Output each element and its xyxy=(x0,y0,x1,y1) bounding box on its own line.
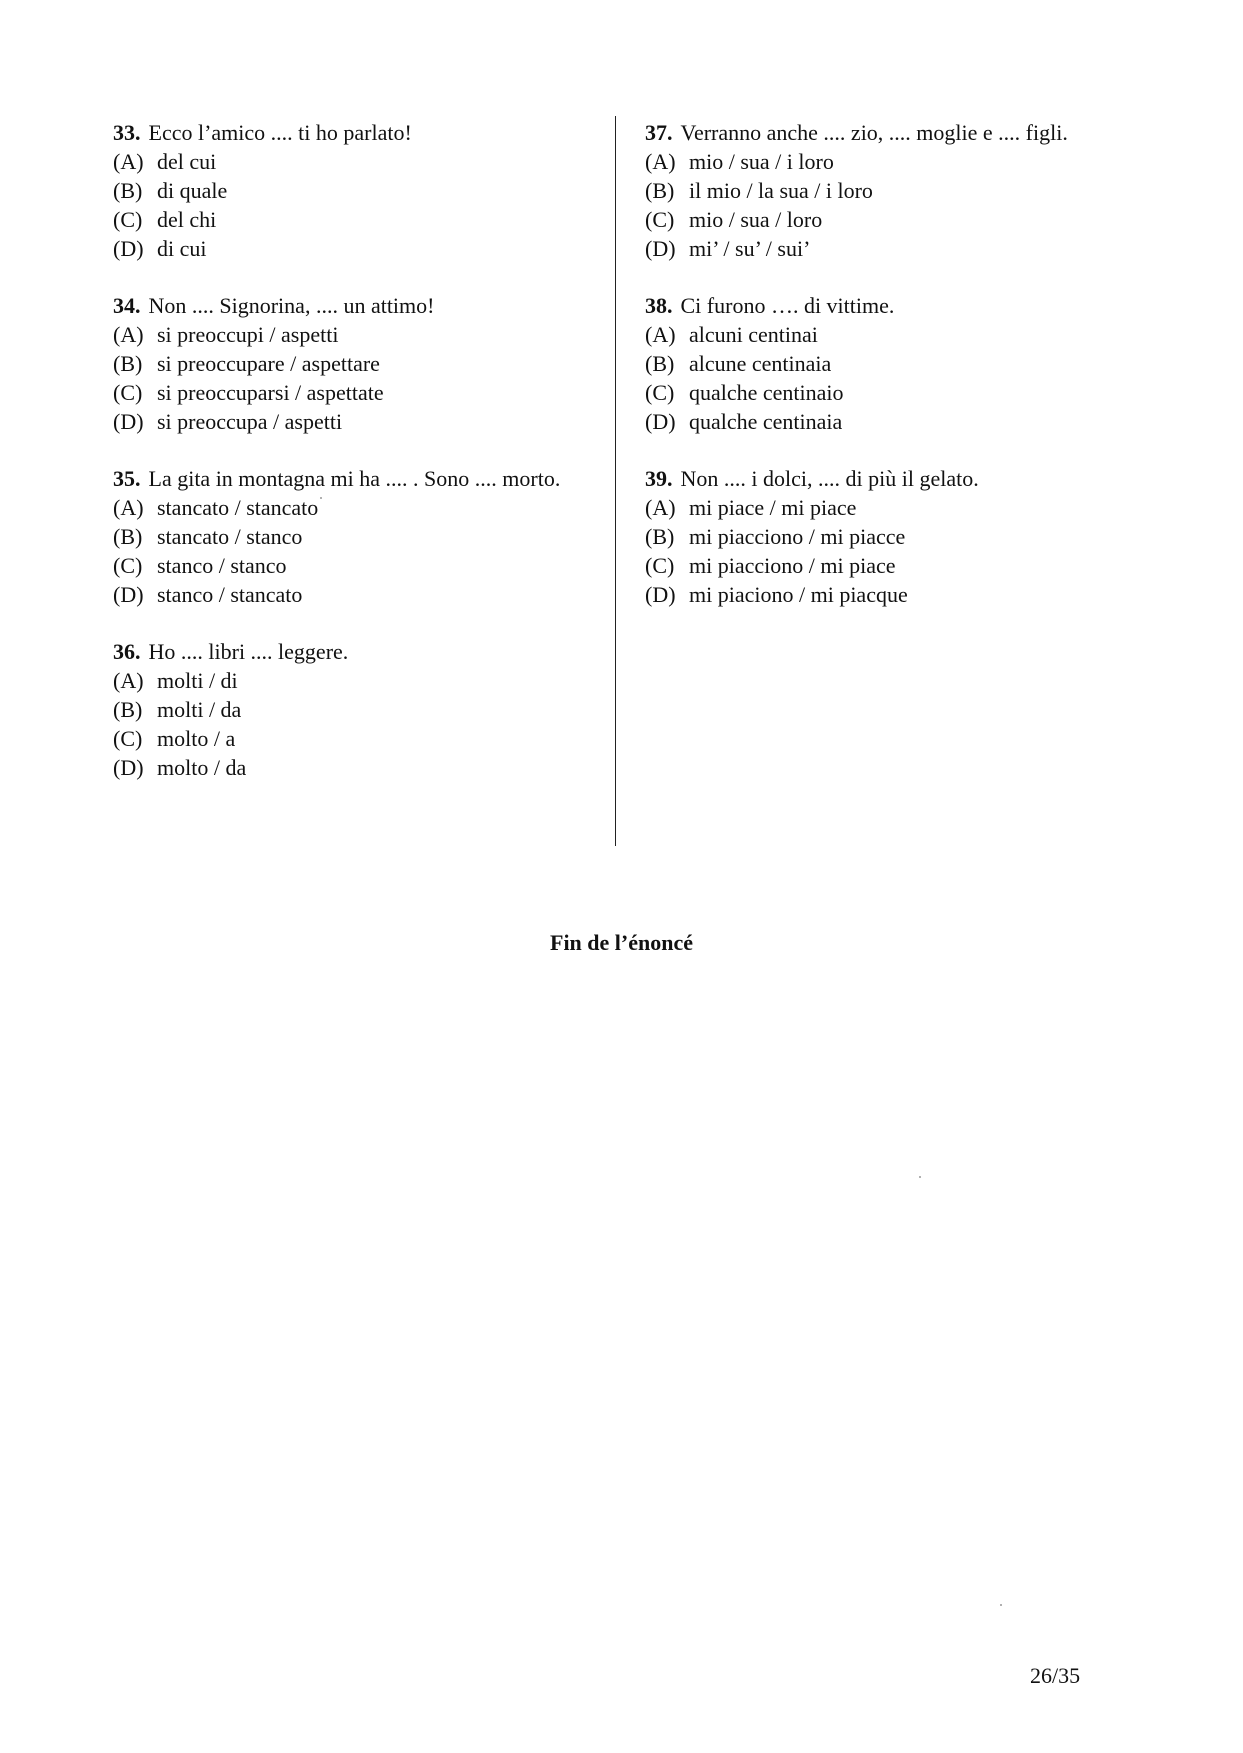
option-text: si preoccupa / aspetti xyxy=(157,409,343,434)
option-letter: (B) xyxy=(113,178,143,203)
question-number: 38. xyxy=(645,293,673,318)
option-b xyxy=(645,522,1123,551)
option-letter: (B) xyxy=(645,524,675,549)
option-letter: (B) xyxy=(113,351,143,376)
question-34 xyxy=(113,291,591,436)
option-text: del cui xyxy=(157,149,217,174)
option-letter: (C) xyxy=(113,380,143,405)
option-letter: (C) xyxy=(645,207,675,232)
option-text: si preoccupare / aspettare xyxy=(157,351,380,376)
option-d xyxy=(113,753,591,782)
question-number: 39. xyxy=(645,466,673,491)
right-question-column xyxy=(645,118,1123,637)
option-text: mi’ / su’ / sui’ xyxy=(689,236,811,261)
question-text: Ci furono …. di vittime. xyxy=(680,293,895,318)
option-letter: (D) xyxy=(113,409,144,434)
option-letter: (A) xyxy=(113,322,144,347)
option-text: di quale xyxy=(157,178,228,203)
option-text: alcune centinaia xyxy=(689,351,832,376)
option-a xyxy=(113,320,591,349)
scan-speck xyxy=(919,1176,921,1178)
option-letter: (B) xyxy=(645,351,675,376)
question-number: 33. xyxy=(113,120,141,145)
option-text: mio / sua / i loro xyxy=(689,149,834,174)
option-text: mi piacciono / mi piace xyxy=(689,553,896,578)
option-letter: (C) xyxy=(645,380,675,405)
option-letter: (D) xyxy=(645,582,676,607)
end-of-statement-title: Fin de l’énoncé xyxy=(550,930,693,955)
option-letter: (A) xyxy=(645,322,676,347)
question-35 xyxy=(113,464,591,609)
question-number: 37. xyxy=(645,120,673,145)
option-b xyxy=(113,349,591,378)
option-d xyxy=(113,580,591,609)
option-letter: (B) xyxy=(113,524,143,549)
option-d xyxy=(645,580,1123,609)
option-text: qualche centinaia xyxy=(689,409,843,434)
option-text: stanco / stancato xyxy=(157,582,303,607)
option-letter: (C) xyxy=(113,726,143,751)
question-stem xyxy=(113,637,591,666)
option-text: si preoccupi / aspetti xyxy=(157,322,339,347)
option-letter: (A) xyxy=(113,668,144,693)
option-text: si preoccuparsi / aspettate xyxy=(157,380,384,405)
option-letter: (D) xyxy=(113,236,144,261)
option-text: alcuni centinai xyxy=(689,322,818,347)
question-37 xyxy=(645,118,1123,263)
option-b xyxy=(113,522,591,551)
option-d xyxy=(113,407,591,436)
question-stem xyxy=(645,464,1123,493)
option-letter: (D) xyxy=(113,755,144,780)
scan-speck xyxy=(320,497,322,499)
option-c xyxy=(113,551,591,580)
option-c xyxy=(113,724,591,753)
option-b xyxy=(645,176,1123,205)
option-text: molto / a xyxy=(157,726,236,751)
option-a xyxy=(645,147,1123,176)
option-letter: (C) xyxy=(645,553,675,578)
column-divider xyxy=(615,116,616,846)
option-d xyxy=(113,234,591,263)
scan-speck xyxy=(1000,1604,1002,1606)
option-text: di cui xyxy=(157,236,207,261)
option-c xyxy=(645,378,1123,407)
option-letter: (D) xyxy=(113,582,144,607)
option-text: molti / da xyxy=(157,697,242,722)
option-letter: (A) xyxy=(645,495,676,520)
question-stem xyxy=(645,291,1123,320)
option-c xyxy=(645,551,1123,580)
question-number: 36. xyxy=(113,639,141,664)
option-letter: (D) xyxy=(645,409,676,434)
option-letter: (A) xyxy=(113,149,144,174)
option-text: mi piace / mi piace xyxy=(689,495,857,520)
option-text: mi piacciono / mi piacce xyxy=(689,524,906,549)
option-letter: (A) xyxy=(645,149,676,174)
option-c xyxy=(113,378,591,407)
option-text: molti / di xyxy=(157,668,238,693)
option-text: qualche centinaio xyxy=(689,380,844,405)
option-a xyxy=(113,147,591,176)
option-text: molto / da xyxy=(157,755,247,780)
question-text: Non .... i dolci, .... di più il gelato. xyxy=(680,466,979,491)
question-text: Verranno anche .... zio, .... moglie e .... figli. xyxy=(680,120,1068,145)
option-text: del chi xyxy=(157,207,217,232)
option-c xyxy=(113,205,591,234)
question-39 xyxy=(645,464,1123,609)
question-number: 35. xyxy=(113,466,141,491)
question-stem xyxy=(113,118,591,147)
question-text: Ecco l’amico .... ti ho parlato! xyxy=(148,120,412,145)
option-b xyxy=(113,176,591,205)
option-c xyxy=(645,205,1123,234)
option-d xyxy=(645,407,1123,436)
option-text: stancato / stanco xyxy=(157,524,303,549)
option-a xyxy=(113,666,591,695)
option-d xyxy=(645,234,1123,263)
question-stem xyxy=(113,464,591,493)
option-letter: (A) xyxy=(113,495,144,520)
question-33 xyxy=(113,118,591,263)
option-a xyxy=(645,493,1123,522)
option-text: stancato / stancato xyxy=(157,495,319,520)
option-text: mi piaciono / mi piacque xyxy=(689,582,908,607)
option-b xyxy=(645,349,1123,378)
question-text: Non .... Signorina, .... un attimo! xyxy=(148,293,435,318)
option-a xyxy=(113,493,591,522)
option-a xyxy=(645,320,1123,349)
question-stem xyxy=(645,118,1123,147)
page-number: 26/35 xyxy=(1030,1663,1081,1688)
option-letter: (D) xyxy=(645,236,676,261)
option-text: il mio / la sua / i loro xyxy=(689,178,873,203)
option-text: stanco / stanco xyxy=(157,553,287,578)
question-number: 34. xyxy=(113,293,141,318)
left-question-column xyxy=(113,118,591,810)
option-letter: (C) xyxy=(113,553,143,578)
option-letter: (B) xyxy=(113,697,143,722)
option-b xyxy=(113,695,591,724)
question-38 xyxy=(645,291,1123,436)
question-stem xyxy=(113,291,591,320)
question-text: La gita in montagna mi ha .... . Sono .... morto. xyxy=(148,466,561,491)
question-36 xyxy=(113,637,591,782)
option-letter: (B) xyxy=(645,178,675,203)
option-letter: (C) xyxy=(113,207,143,232)
question-text: Ho .... libri .... leggere. xyxy=(148,639,349,664)
option-text: mio / sua / loro xyxy=(689,207,823,232)
